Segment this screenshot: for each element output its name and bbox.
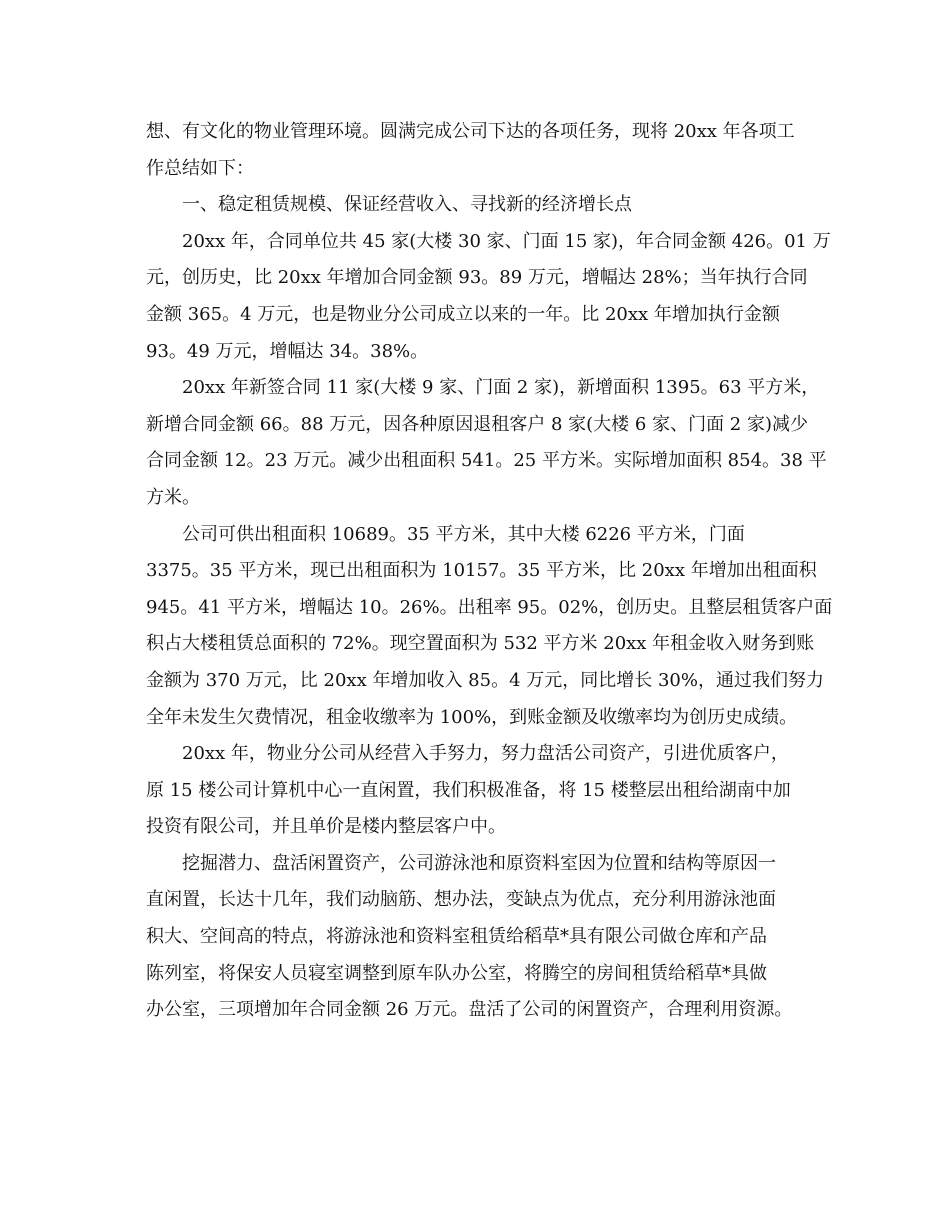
text-line: 元，创历史，比 20xx 年增加合同金额 93。89 万元，增幅达 28%；当年执行合同: [146, 267, 808, 289]
text-line: 945。41 平方米，增幅达 10。26%。出租率 95。02%，创历史。且整层租赁客户面: [146, 596, 833, 618]
paragraph: [146, 517, 833, 737]
text-line: 陈列室，将保安人员寝室调整到原车队办公室，将腾空的房间租赁给稻草*具做: [146, 962, 767, 984]
paragraph: [146, 846, 811, 1029]
text-line: 办公室，三项增加年合同金额 26 万元。盘活了公司的闲置资产，合理利用资源。: [146, 999, 793, 1021]
text-line: 20xx 年新签合同 11 家(大楼 9 家、门面 2 家)，新增面积 1395。63 平方米，: [182, 377, 820, 399]
document-page: [146, 114, 833, 1029]
text-line: 公司可供出租面积 10689。35 平方米，其中大楼 6226 平方米，门面: [182, 523, 745, 545]
text-line: 新增合同金额 66。88 万元，因各种原因退租客户 8 家(大楼 6 家、门面 2 家)减少: [146, 413, 808, 435]
text-line: 合同金额 12。23 万元。减少出租面积 541。25 平方米。实际增加面积 854。38 平: [146, 450, 827, 472]
text-line: 金额 365。4 万元，也是物业分公司成立以来的一年。比 20xx 年增加执行金额: [146, 303, 780, 325]
text-line: 挖掘潜力、盘活闲置资产，公司游泳池和原资料室因为位置和结构等原因一: [182, 852, 776, 874]
text-line: 93。49 万元，增幅达 34。38%。: [146, 340, 429, 362]
text-line: 全年未发生欠费情况，租金收缴率为 100%，到账金额及收缴率均为创历史成绩。: [146, 706, 798, 728]
paragraph: [146, 736, 811, 846]
paragraph: [146, 370, 827, 516]
text-line: 作总结如下：: [146, 157, 254, 179]
text-line: 方米。: [146, 486, 200, 508]
text-line: 20xx 年，合同单位共 45 家(大楼 30 家、门面 15 家)，年合同金额 426。01 万: [182, 230, 831, 252]
text-line: 投资有限公司，并且单价是楼内整层客户中。: [146, 816, 506, 838]
text-line: 3375。35 平方米，现已出租面积为 10157。35 平方米，比 20xx 年增加出租面积: [146, 560, 817, 582]
text-line: 一、稳定租赁规模、保证经营收入、寻找新的经济增长点: [182, 194, 632, 216]
section-heading: [146, 187, 811, 224]
paragraph: [146, 224, 831, 370]
text-line: 想、有文化的物业管理环境。圆满完成公司下达的各项任务，现将 20xx 年各项工: [146, 121, 795, 142]
text-line: 20xx 年，物业分公司从经营入手努力，努力盘活公司资产，引进优质客户，: [182, 743, 789, 765]
paragraph: [146, 114, 811, 187]
text-line: 积大、空间高的特点，将游泳池和资料室租赁给稻草*具有限公司做仓库和产品: [146, 926, 767, 948]
text-line: 原 15 楼公司计算机中心一直闲置，我们积极准备，将 15 楼整层出租给湖南中加: [146, 779, 791, 801]
text-line: 金额为 370 万元，比 20xx 年增加收入 85。4 万元，同比增长 30%，通过我们努力: [146, 669, 824, 691]
text-line: 直闲置，长达十几年，我们动脑筋、想办法，变缺点为优点，充分利用游泳池面: [146, 889, 776, 911]
text-line: 积占大楼租赁总面积的 72%。现空置面积为 532 平方米 20xx 年租金收入财务到账: [146, 633, 815, 655]
